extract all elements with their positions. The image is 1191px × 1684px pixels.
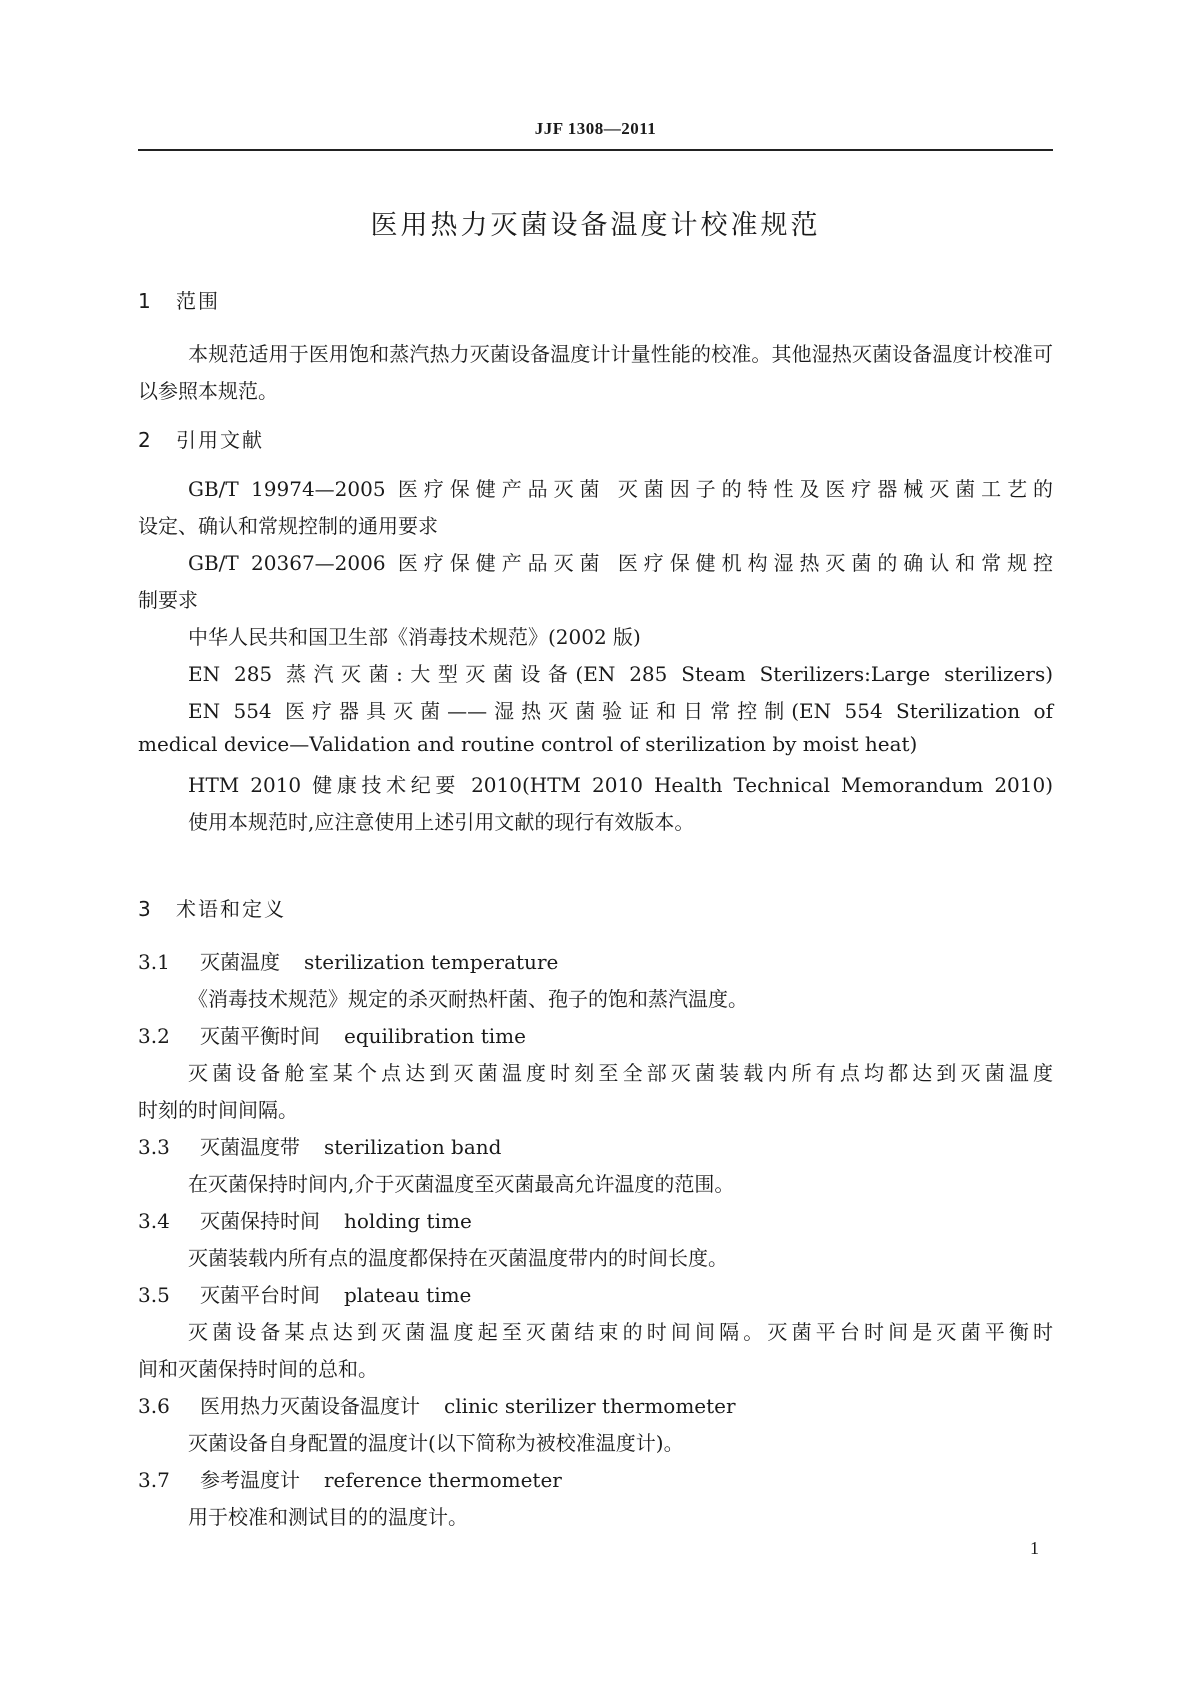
reference-title: 蒸汽灭菌:大型灭菌设备(EN 285 xyxy=(286,662,668,686)
term-name-en: clinic sterilizer thermometer xyxy=(444,1394,736,1418)
reference-title-en: Health Technical Memorandum 2010) xyxy=(653,773,1054,797)
section-title: 范围 xyxy=(176,289,220,313)
page-number: 1 xyxy=(1030,1538,1039,1558)
reference-4 xyxy=(188,658,1053,687)
reference-title-en: Sterilization of xyxy=(896,699,1053,723)
reference-5-continued: medical device—Validation and routine control of sterilization by moist heat) xyxy=(138,732,918,756)
term-3-2-definition: 灭菌设备舱室某个点达到灭菌温度时刻至全部灭菌装载内所有点均都达到灭菌温度 xyxy=(188,1061,1053,1085)
reference-code: GB/T 20367—2006 xyxy=(188,551,386,575)
term-name: 灭菌温度带 xyxy=(200,1135,300,1159)
scope-paragraph xyxy=(138,336,1053,410)
document-code: JJF 1308—2011 xyxy=(534,119,657,138)
term-number: 3.4 xyxy=(138,1209,170,1233)
reference-code: EN 554 xyxy=(188,699,272,723)
header-divider xyxy=(138,149,1053,151)
term-3-7-definition: 用于校准和测试目的的温度计。 xyxy=(188,1505,468,1529)
reference-code: HTM 2010 xyxy=(188,773,302,797)
term-name: 参考温度计 xyxy=(200,1468,300,1492)
term-3-3 xyxy=(138,1131,1053,1160)
term-name-en: holding time xyxy=(344,1209,472,1233)
section-heading-terms xyxy=(138,893,286,922)
section-heading-scope xyxy=(138,285,220,314)
term-name: 灭菌保持时间 xyxy=(200,1209,320,1233)
term-name: 灭菌平衡时间 xyxy=(200,1024,320,1048)
term-name-en: sterilization band xyxy=(324,1135,502,1159)
reference-code: GB/T 19974—2005 xyxy=(188,477,386,501)
term-3-5-definition: 灭菌设备某点达到灭菌温度起至灭菌结束的时间间隔。灭菌平台时间是灭菌平衡时 xyxy=(188,1320,1053,1344)
reference-code: EN 285 xyxy=(188,662,273,686)
term-3-1 xyxy=(138,946,1053,975)
reference-2 xyxy=(188,547,1053,576)
reference-title: 医疗器具灭菌——湿热灭菌验证和日常控制(EN 554 xyxy=(285,699,883,723)
section-number: 2 xyxy=(138,428,153,452)
term-name-en: equilibration time xyxy=(344,1024,526,1048)
section-number: 3 xyxy=(138,897,153,921)
reference-5 xyxy=(188,695,1053,724)
section-title: 术语和定义 xyxy=(176,897,286,921)
reference-1 xyxy=(188,473,1053,502)
term-name: 灭菌温度 xyxy=(200,950,280,974)
term-3-2 xyxy=(138,1020,1053,1049)
reference-title: 医疗保健产品灭菌 xyxy=(397,477,606,501)
reference-title: 灭菌因子的特性及医疗器械灭菌工艺的 xyxy=(617,477,1054,501)
term-3-4 xyxy=(138,1205,1053,1234)
term-3-6 xyxy=(138,1390,1053,1419)
section-heading-references xyxy=(138,424,264,453)
reference-title: 健康技术纪要 2010(HTM 2010 xyxy=(312,773,643,797)
term-3-5 xyxy=(138,1279,1053,1308)
scope-text: 本规范适用于医用饱和蒸汽热力灭菌设备温度计计量性能的校准。其他湿热灭菌设备温度计校准可以参照本规范。 xyxy=(138,342,1053,403)
term-name-en: plateau time xyxy=(344,1283,472,1307)
reference-note: 使用本规范时,应注意使用上述引用文献的现行有效版本。 xyxy=(188,810,695,834)
term-3-7 xyxy=(138,1464,1053,1493)
term-3-2-definition-continued: 时刻的时间间隔。 xyxy=(138,1098,298,1122)
reference-title-en: Steam Sterilizers:Large sterilizers) xyxy=(681,662,1054,686)
reference-title: 医疗保健机构湿热灭菌的确认和常规控 xyxy=(617,551,1054,575)
term-number: 3.5 xyxy=(138,1283,170,1307)
section-title: 引用文献 xyxy=(176,428,264,452)
term-name-en: sterilization temperature xyxy=(304,950,559,974)
reference-title: 医疗保健产品灭菌 xyxy=(397,551,606,575)
term-3-3-definition: 在灭菌保持时间内,介于灭菌温度至灭菌最高允许温度的范围。 xyxy=(188,1172,735,1196)
reference-2-continued: 制要求 xyxy=(138,588,198,612)
term-name: 灭菌平台时间 xyxy=(200,1283,320,1307)
term-name-en: reference thermometer xyxy=(324,1468,562,1492)
term-3-4-definition: 灭菌装载内所有点的温度都保持在灭菌温度带内的时间长度。 xyxy=(188,1246,728,1270)
term-3-1-definition: 《消毒技术规范》规定的杀灭耐热杆菌、孢子的饱和蒸汽温度。 xyxy=(188,987,748,1011)
reference-6 xyxy=(188,769,1053,798)
term-number: 3.6 xyxy=(138,1394,170,1418)
reference-3: 中华人民共和国卫生部《消毒技术规范》(2002 版) xyxy=(188,625,641,649)
term-name: 医用热力灭菌设备温度计 xyxy=(200,1394,420,1418)
term-number: 3.7 xyxy=(138,1468,170,1492)
document-title: 医用热力灭菌设备温度计校准规范 xyxy=(370,210,821,241)
term-number: 3.1 xyxy=(138,950,170,974)
term-3-6-definition: 灭菌设备自身配置的温度计(以下简称为被校准温度计)。 xyxy=(188,1431,684,1455)
reference-1-continued: 设定、确认和常规控制的通用要求 xyxy=(138,514,438,538)
section-number: 1 xyxy=(138,289,153,313)
term-3-5-definition-continued: 间和灭菌保持时间的总和。 xyxy=(138,1357,378,1381)
term-number: 3.2 xyxy=(138,1024,170,1048)
term-number: 3.3 xyxy=(138,1135,170,1159)
